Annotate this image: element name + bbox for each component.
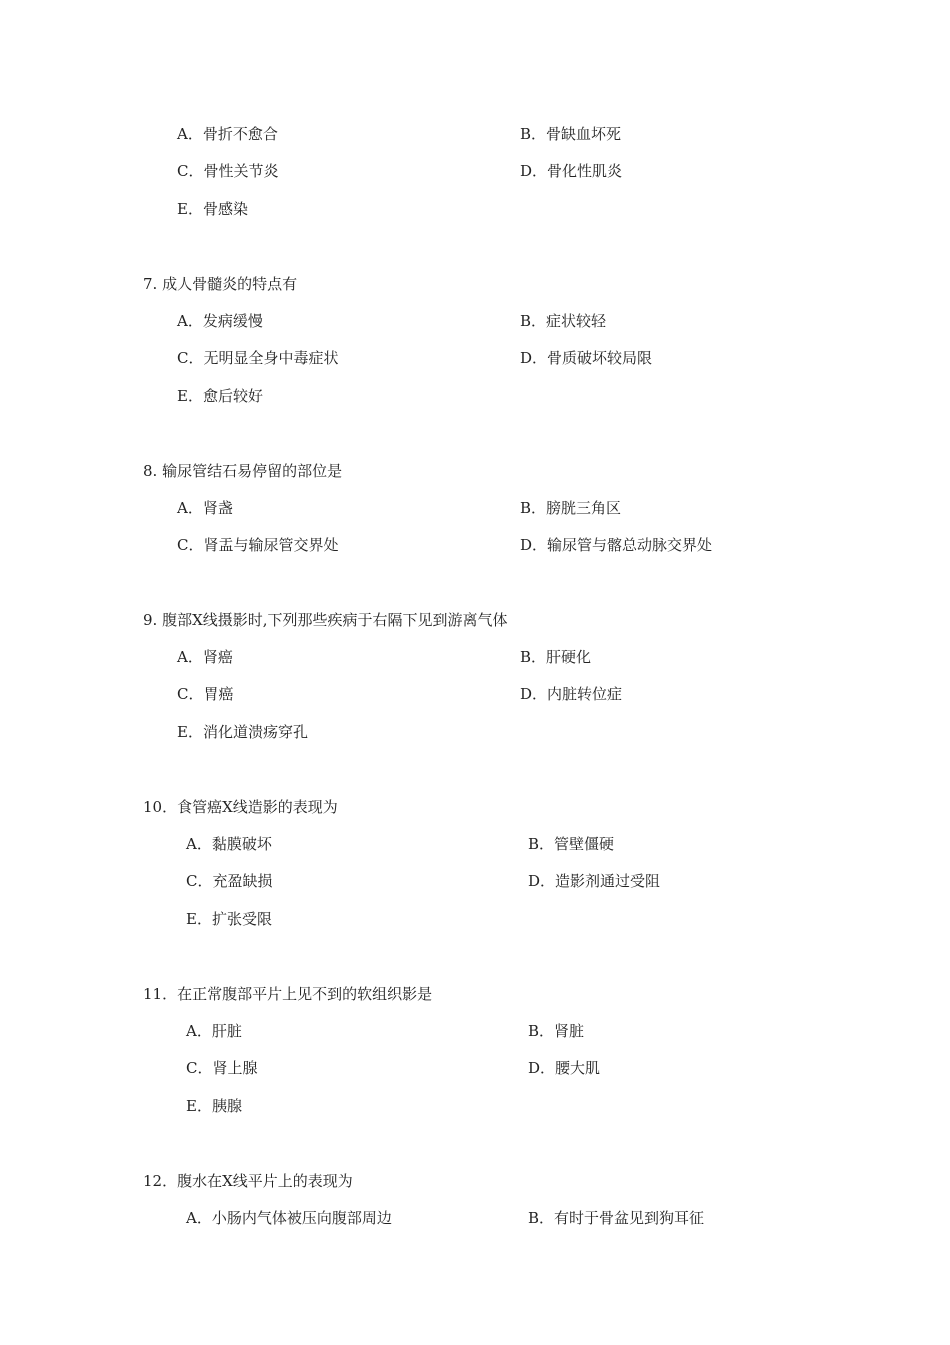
option-c: C．充盈缺损 xyxy=(186,872,273,890)
option-c: C．无明显全身中毒症状 xyxy=(177,349,339,367)
option-b: B．有时于骨盆见到狗耳征 xyxy=(528,1209,705,1227)
option-e: E．愈后较好 xyxy=(177,387,263,405)
option-a: A．肾盏 xyxy=(177,499,233,517)
option-d: D．造影剂通过受阻 xyxy=(528,872,661,890)
option-a: A．骨折不愈合 xyxy=(177,125,278,143)
option-c: C．骨性关节炎 xyxy=(177,162,279,180)
option-a: A．小肠内气体被压向腹部周边 xyxy=(186,1209,392,1227)
option-e: E．消化道溃疡穿孔 xyxy=(177,723,308,741)
option-b: B．肾脏 xyxy=(528,1022,585,1040)
option-e: E．扩张受限 xyxy=(186,910,272,928)
option-c: C．肾盂与输尿管交界处 xyxy=(177,536,339,554)
option-d: D．腰大肌 xyxy=(528,1059,601,1077)
option-b: B．管壁僵硬 xyxy=(528,835,615,853)
option-d: D．输尿管与髂总动脉交界处 xyxy=(520,536,713,554)
question-stem: 11．在正常腹部平片上见不到的软组织影是 xyxy=(143,985,433,1003)
option-a: A．发病缓慢 xyxy=(177,312,263,330)
option-b: B．膀胱三角区 xyxy=(520,499,622,517)
option-a: A．肝脏 xyxy=(186,1022,242,1040)
question-stem: 10．食管癌X线造影的表现为 xyxy=(143,798,338,816)
option-b: B．骨缺血坏死 xyxy=(520,125,622,143)
option-e: E．骨感染 xyxy=(177,200,248,218)
option-d: D．骨化性肌炎 xyxy=(520,162,623,180)
option-a: A．肾癌 xyxy=(177,648,233,666)
option-d: D．骨质破坏较局限 xyxy=(520,349,653,367)
question-stem: 7. 成人骨髓炎的特点有 xyxy=(143,275,298,293)
option-b: B．症状较轻 xyxy=(520,312,607,330)
option-b: B．肝硬化 xyxy=(520,648,592,666)
option-c: C．肾上腺 xyxy=(186,1059,258,1077)
option-e: E．胰腺 xyxy=(186,1097,242,1115)
question-stem: 8. 输尿管结石易停留的部位是 xyxy=(143,462,343,480)
option-d: D．内脏转位症 xyxy=(520,685,623,703)
option-a: A．黏膜破坏 xyxy=(186,835,272,853)
question-stem: 9. 腹部X线摄影时,下列那些疾病于右隔下见到游离气体 xyxy=(143,611,508,629)
option-c: C．胃癌 xyxy=(177,685,234,703)
question-stem: 12．腹水在X线平片上的表现为 xyxy=(143,1172,353,1190)
